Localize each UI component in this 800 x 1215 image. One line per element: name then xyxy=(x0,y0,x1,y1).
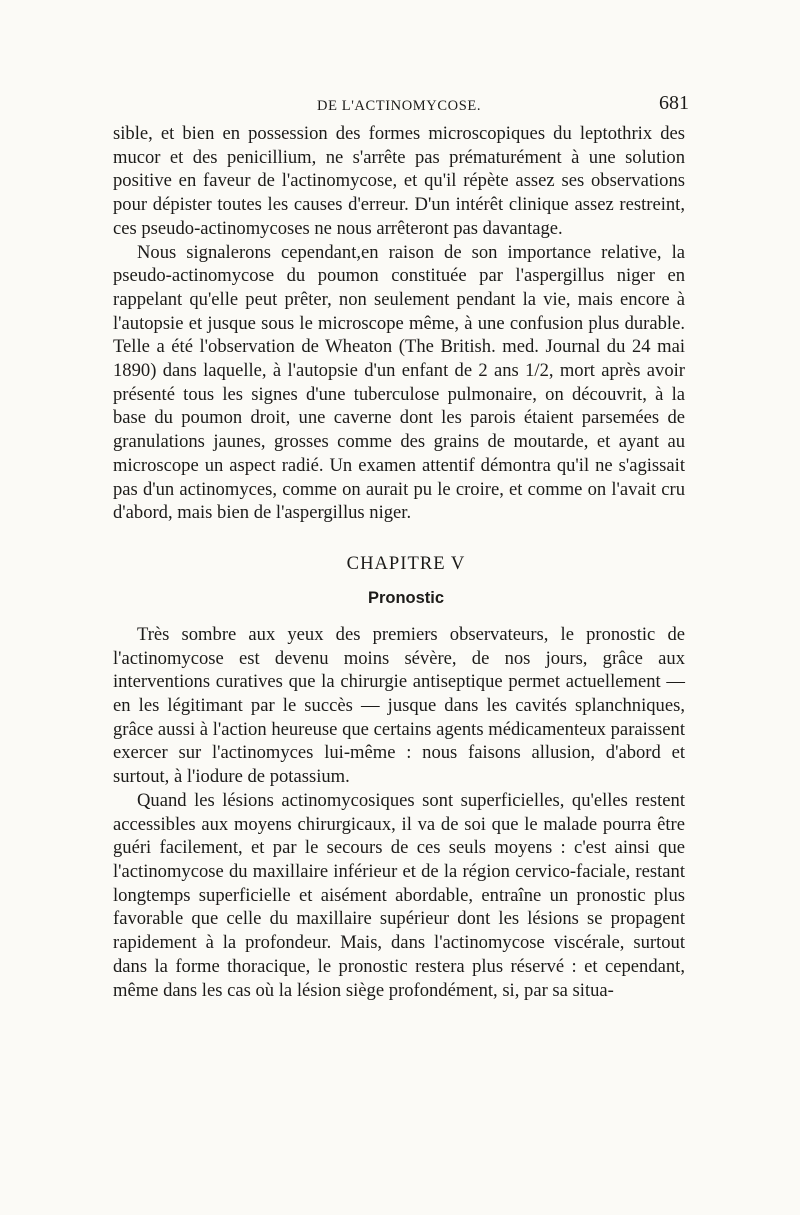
running-title: DE L'ACTINOMYCOSE. xyxy=(317,98,482,114)
running-head xyxy=(113,92,689,122)
paragraph-lesions: Quand les lésions actinomycosiques sont superficielles, qu'elles restent accessibles aux moyens chirurgicaux, il va de soi que le malade pourra être guéri facilement, et par le secours de ces seuls moyens : c'est ainsi que l'actinomycose du maxillaire inférieur et de la région cervico-faciale, restant longtemps superficielle et aisément abordable, entraîne un pronostic plus favorable que celle du maxillaire supérieur dont les lésions se propagent rapidement à la profondeur. Mais, dans l'actinomycose viscérale, surtout dans la forme thoracique, le pronostic restera plus réservé : et cependant, même dans les cas où la lésion siège profondément, si, par sa situa- xyxy=(113,789,685,1001)
page-number: 681 xyxy=(659,92,689,114)
book-page xyxy=(113,92,689,1002)
section-title: Pronostic xyxy=(367,588,445,607)
paragraph-pronostic-intro: Très sombre aux yeux des premiers observateurs, le pronostic de l'actinomycose est devenu moins sévère, de nos jours, grâce aux interventions curatives que la chirurgie antiseptique permet actuellement — en les légitimant par le succès — jusque dans les cavités splanchniques, grâce aussi à l'action heureuse que certains agents médicamenteux paraissent exercer sur l'actinomyces lui-même : nous faisons allusion, d'abord et surtout, à l'iodure de potassium. xyxy=(113,623,685,788)
paragraph-continuation: sible, et bien en possession des formes microscopiques du leptothrix des mucor et des penicillium, ne s'arrête pas prématurément à une solution positive en faveur de l'actinomycose, et qu'il répète assez ses observations pour dépister toutes les causes d'erreur. D'un intérêt clinique assez restreint, ces pseudo-actinomycoses ne nous arrêteront pas davantage. xyxy=(113,123,685,239)
text-block-pronostic xyxy=(113,623,685,1002)
paragraph-wheaton-observation: Nous signalerons cependant,en raison de son importance relative, la pseudo-actinomycose du poumon constituée par l'aspergillus niger en rappelant qu'elle peut prêter, non seulement pendant la vie, mais encore à l'autopsie et jusque sous le microscope même, à une confusion plus durable. Telle a été l'observation de Wheaton (The British. med. Journal du 24 mai 1890) dans laquelle, à l'autopsie d'un enfant de 2 ans 1/2, mort après avoir présenté tous les signes d'une tuberculose pulmonaire, on découvrit, à la base du poumon droit, une caverne dont les parois étaient parsemées de granulations jaunes, grosses comme des grains de moutarde, et ayant au microscope un aspect radié. Un examen attentif démontra qu'il ne s'agissait pas d'un actinomyces, comme on aurait pu le croire, et comme on l'avait cru d'abord, mais bien de l'aspergillus niger. xyxy=(113,241,685,524)
text-block-before-chapter xyxy=(113,122,685,525)
chapter-heading: CHAPITRE V xyxy=(346,552,466,574)
